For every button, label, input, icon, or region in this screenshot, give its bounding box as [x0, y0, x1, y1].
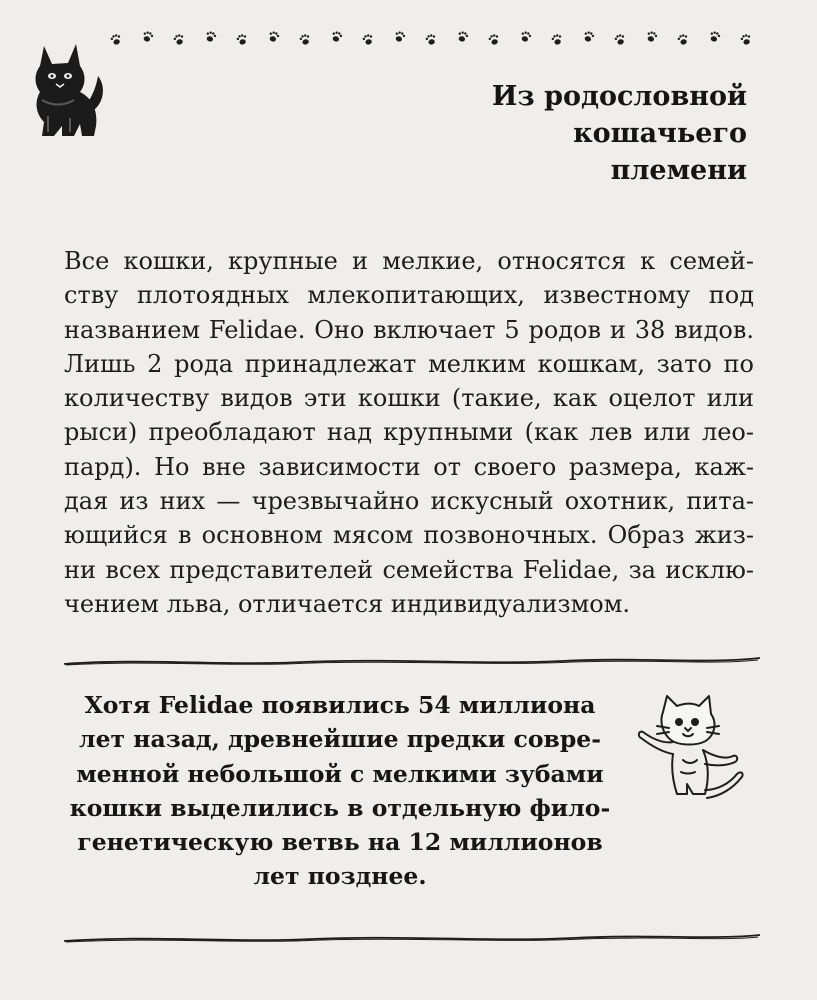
sitting-cat-icon — [22, 36, 106, 140]
paw-print-icon — [677, 33, 690, 46]
page-title — [417, 78, 747, 189]
paw-print-icon — [520, 30, 533, 43]
paw-print-icon — [551, 33, 564, 46]
fact-box — [60, 688, 620, 894]
paw-print-icon — [488, 33, 501, 46]
paw-print-icon — [740, 33, 753, 46]
fact-line: кошки выделились в отдельную фило- — [69, 793, 611, 822]
paw-print-icon — [457, 30, 470, 43]
paragraph-line: ству плотоядных млекопитающих, известному под — [64, 281, 754, 310]
paragraph-line: количеству видов эти кошки (такие, как оцелот или — [64, 384, 754, 413]
paragraph-line: рыси) преобладают над крупными (как лев или лео- — [64, 418, 754, 447]
paw-print-icon — [583, 30, 596, 43]
paw-print-icon — [709, 30, 722, 43]
paragraph-line: дая из них — чрезвычайно искусный охотник, пита- — [64, 487, 754, 516]
paragraph-line: ющийся в основном мясом позвоночных. Образ жиз- — [64, 521, 754, 550]
title-line: племени — [610, 155, 747, 186]
wavy-divider-top — [62, 652, 762, 670]
fact-line: лет позднее. — [253, 862, 427, 891]
paragraph-line: названием Felidae. Оно включает 5 родов и 38 видов. — [64, 315, 754, 344]
paw-print-icon — [331, 30, 344, 43]
title-line: кошачьего — [573, 118, 747, 149]
paw-print-icon — [299, 33, 312, 46]
fact-line: лет назад, древнейшие предки совре- — [79, 725, 601, 754]
paragraph-line: пард). Но вне зависимости от своего размера, каж- — [64, 452, 754, 481]
paragraph-line: ни всех представителей семейства Felidae, за исклю- — [64, 555, 754, 584]
paw-print-icon — [142, 30, 155, 43]
paragraph-line: чением льва, отличается индивидуализмом. — [64, 589, 631, 618]
paw-print-icon — [205, 30, 218, 43]
paw-print-row-icon — [110, 28, 760, 48]
fact-line: менной небольшой с мелкими зубами — [76, 759, 604, 788]
paw-print-icon — [236, 33, 249, 46]
wavy-divider-bottom — [62, 928, 762, 946]
paw-print-icon — [614, 33, 627, 46]
paw-print-icon — [173, 33, 186, 46]
paw-print-icon — [425, 33, 438, 46]
paragraph-line: Все кошки, крупные и мелкие, относятся к семей- — [64, 247, 754, 275]
paw-print-icon — [646, 30, 659, 43]
fact-line: генетическую ветвь на 12 миллионов — [77, 828, 603, 857]
main-paragraph — [64, 244, 754, 621]
paw-print-icon — [268, 30, 281, 43]
paragraph-line: Лишь 2 рода принадлежат мелким кошкам, зато по — [64, 349, 754, 378]
waving-cat-icon — [633, 690, 748, 806]
title-line: Из родословной — [491, 81, 747, 112]
paw-print-icon — [394, 30, 407, 43]
paw-print-icon — [110, 33, 122, 46]
paw-print-icon — [362, 33, 375, 46]
fact-line: Хотя Felidae появились 54 миллиона — [84, 691, 596, 719]
